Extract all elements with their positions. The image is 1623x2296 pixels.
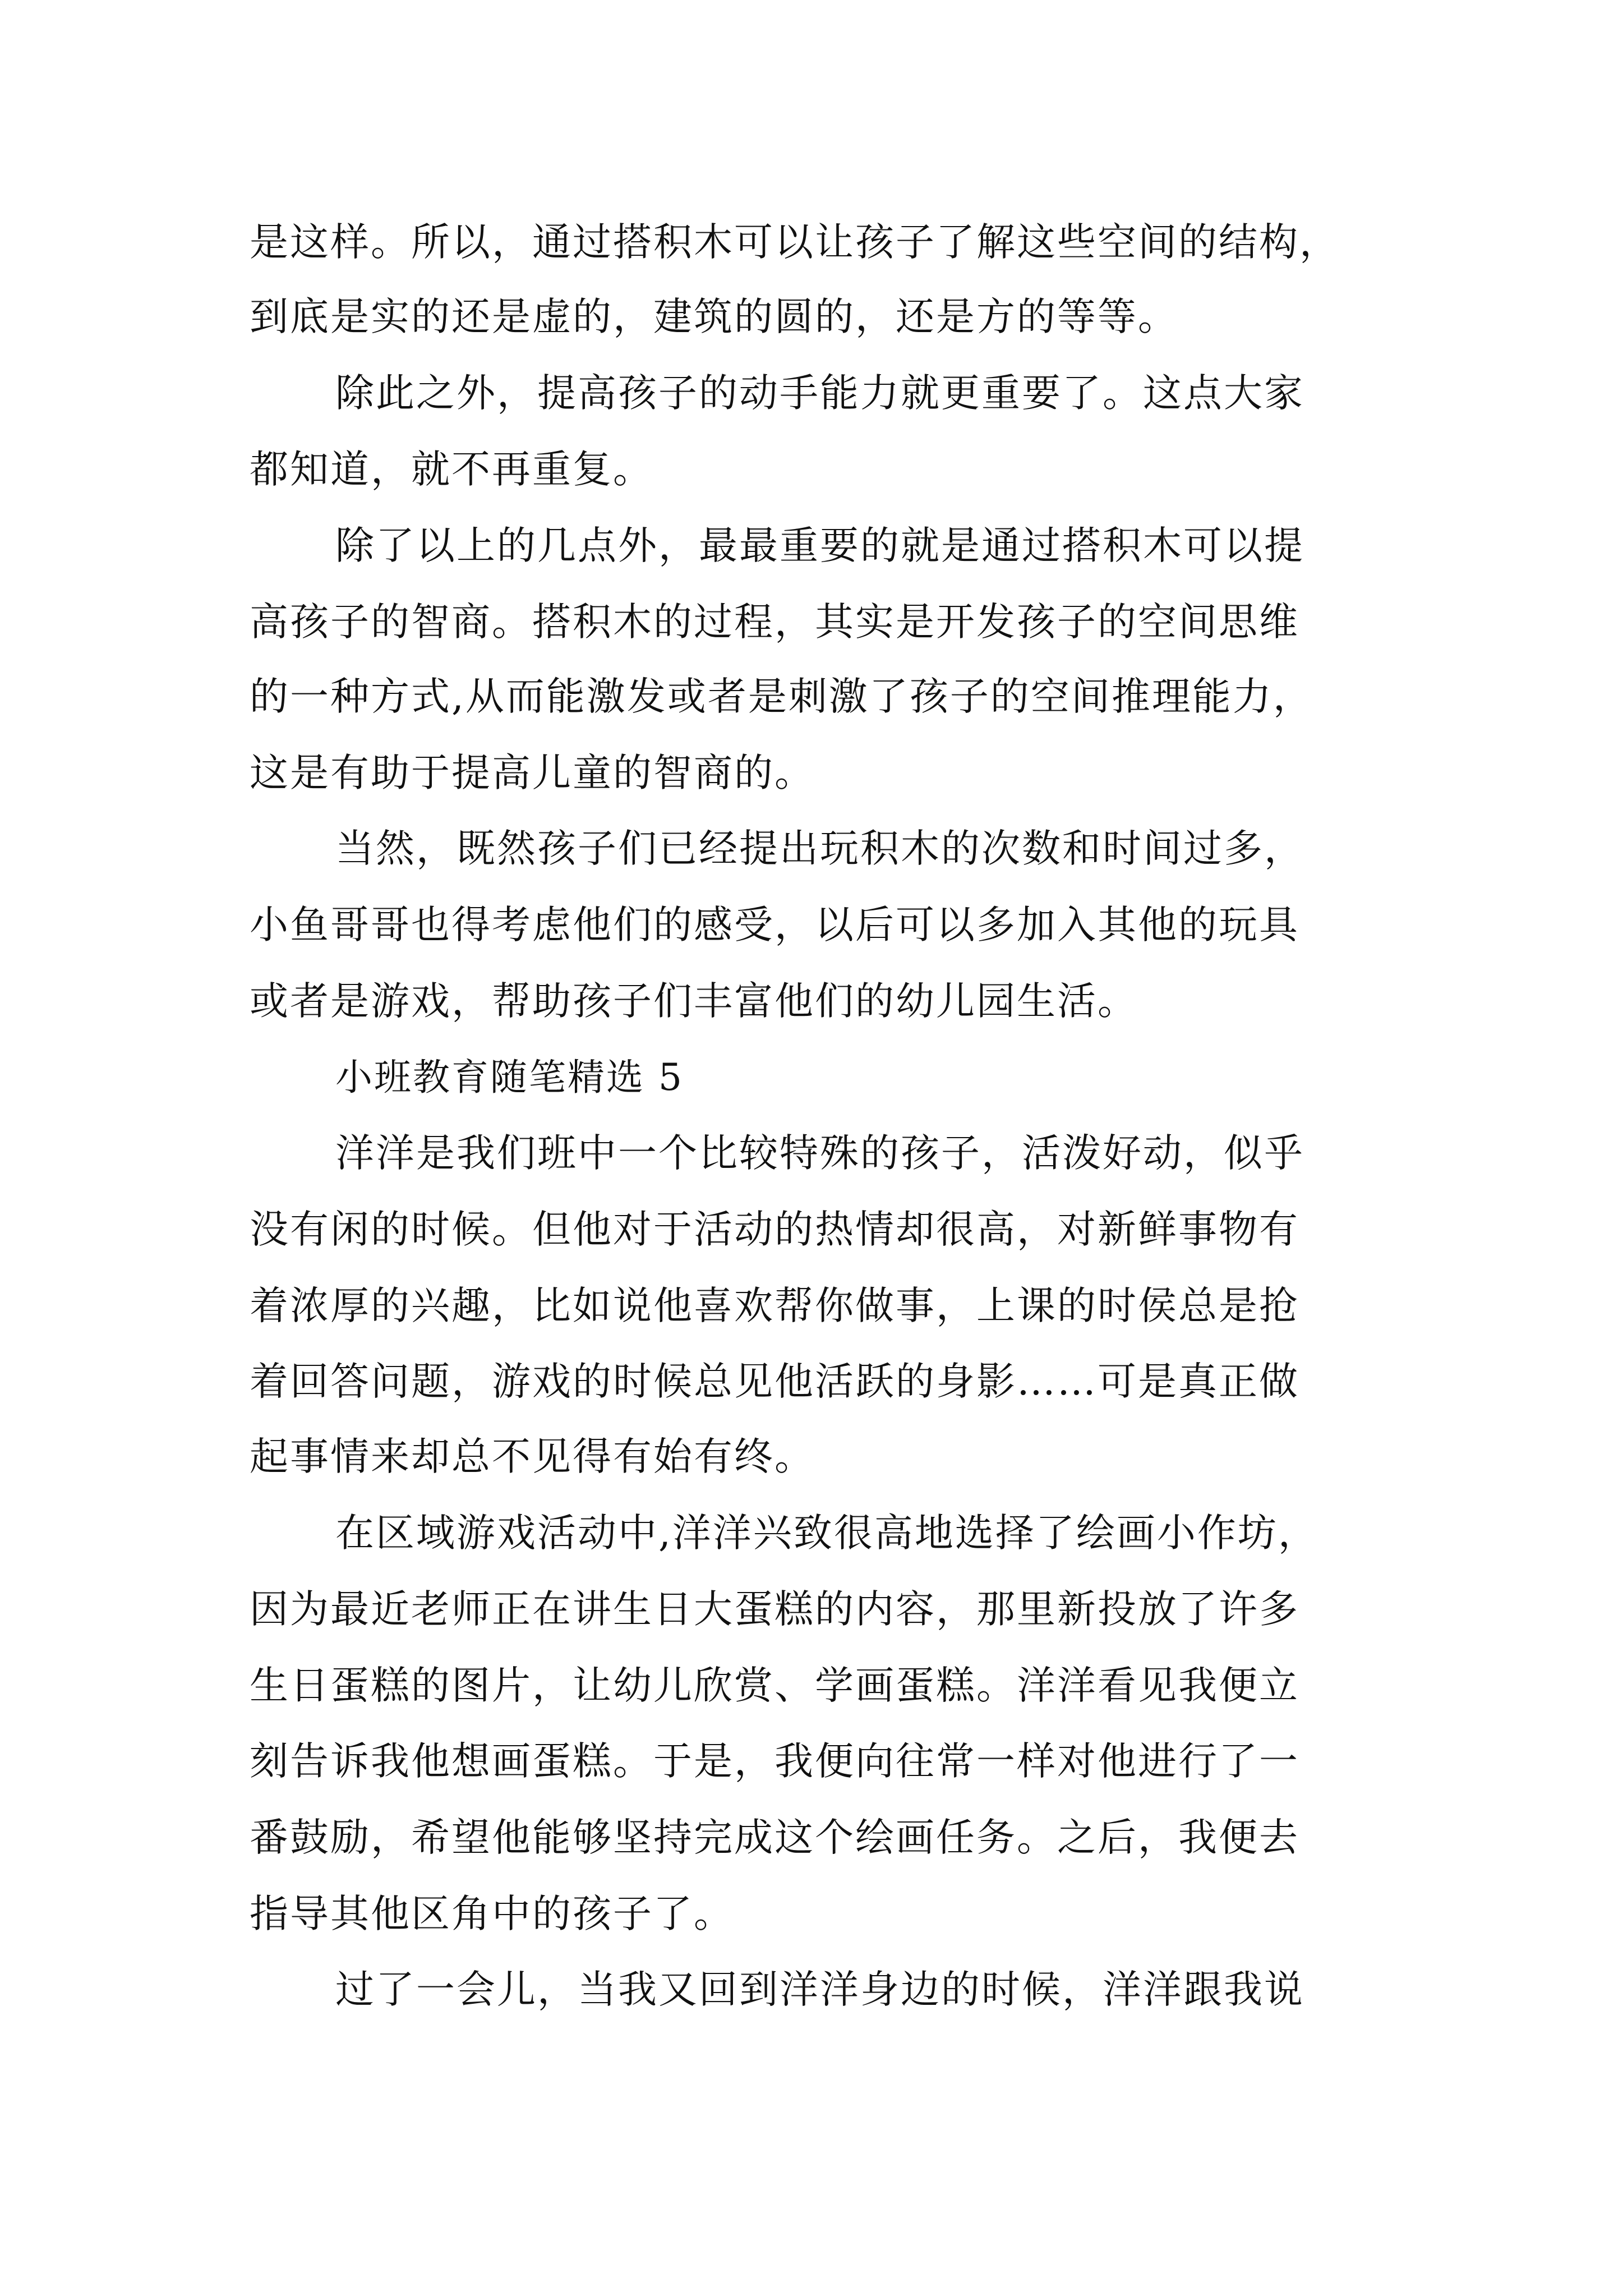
text-line-10: 小鱼哥哥也得考虑他们的感受，以后可以多加入其他的玩具 <box>250 903 1299 947</box>
text-line-14: 没有闲的时候。但他对于活动的热情却很高，对新鲜事物有 <box>250 1207 1299 1252</box>
text-line-3: 除此之外，提高孩子的动手能力就更重要了。这点大家 <box>335 371 1304 416</box>
text-line-9: 当然，既然孩子们已经提出玩积木的次数和时间过多， <box>335 826 1304 871</box>
text-line-20: 生日蛋糕的图片，让幼儿欣赏、学画蛋糕。洋洋看见我便立 <box>250 1663 1299 1708</box>
text-line-21: 刻告诉我他想画蛋糕。于是，我便向往常一样对他进行了一 <box>250 1739 1299 1784</box>
text-line-4: 都知道，就不再重复。 <box>250 447 653 492</box>
text-line-15: 着浓厚的兴趣，比如说他喜欢帮你做事，上课的时侯总是抢 <box>250 1283 1299 1328</box>
text-line-6: 高孩子的智商。搭积木的过程，其实是开发孩子的空间思维 <box>250 600 1299 645</box>
text-line-5: 除了以上的几点外，最最重要的就是通过搭积木可以提 <box>335 523 1304 568</box>
text-line-13: 洋洋是我们班中一个比较特殊的孩子，活泼好动，似乎 <box>335 1131 1304 1176</box>
text-line-8: 这是有助于提高儿童的智商的。 <box>250 751 815 795</box>
text-line-18: 在区域游戏活动中,洋洋兴致很高地选择了绘画小作坊， <box>335 1511 1318 1556</box>
text-line-17: 起事情来却总不见得有始有终。 <box>250 1434 815 1479</box>
text-line-19: 因为最近老师正在讲生日大蛋糕的内容，那里新投放了许多 <box>250 1587 1299 1632</box>
text-line-7: 的一种方式,从而能激发或者是刺激了孩子的空间推理能力， <box>250 674 1313 719</box>
text-line-1: 是这样。所以，通过搭积木可以让孩子了解这些空间的结构， <box>250 220 1340 265</box>
text-line-22: 番鼓励，希望他能够坚持完成这个绘画任务。之后，我便去 <box>250 1815 1299 1860</box>
text-line-24: 过了一会儿，当我又回到洋洋身边的时候，洋洋跟我说 <box>335 1967 1304 2012</box>
text-line-2: 到底是实的还是虚的，建筑的圆的，还是方的等等。 <box>250 295 1178 339</box>
text-line-23: 指导其他区角中的孩子了。 <box>250 1892 734 1936</box>
section-heading: 小班教育随笔精选 5 <box>335 1056 684 1099</box>
text-line-11: 或者是游戏，帮助孩子们丰富他们的幼儿园生活。 <box>250 979 1138 1024</box>
text-line-16: 着回答问题，游戏的时候总见他活跃的身影……可是真正做 <box>250 1359 1299 1404</box>
